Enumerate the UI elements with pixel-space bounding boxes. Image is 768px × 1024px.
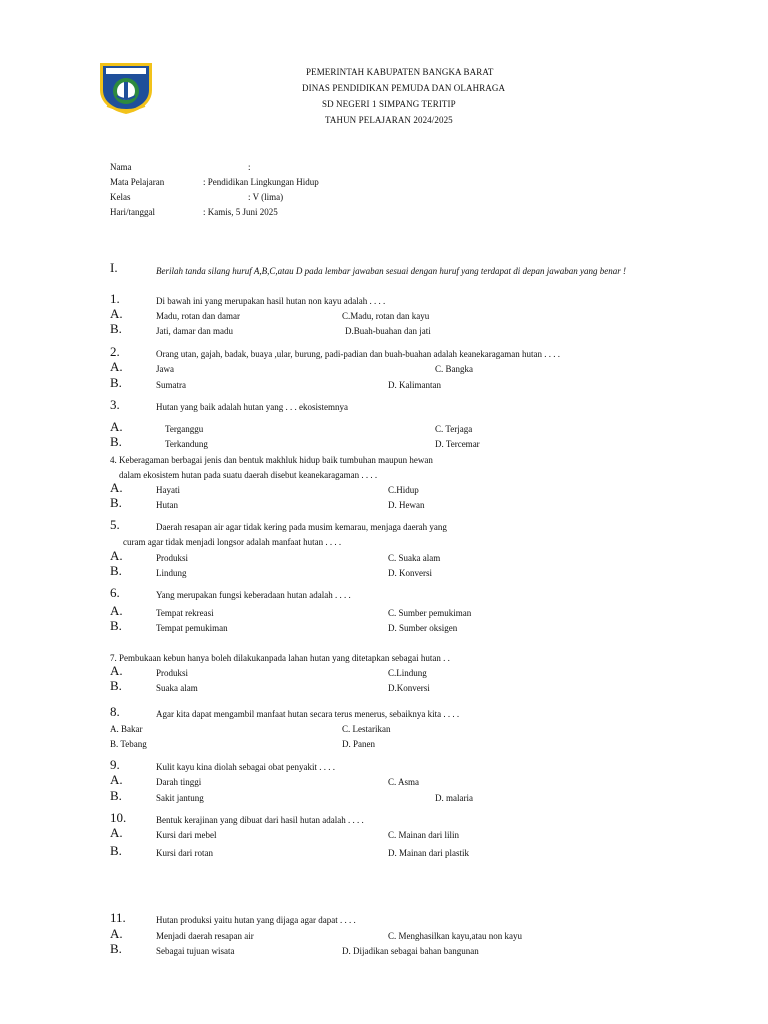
q1-a-letter: A.	[110, 306, 123, 321]
q6-number: 6.	[110, 585, 120, 600]
regency-emblem-logo	[97, 60, 155, 115]
q9-text: Kulit kayu kina diolah sebagai obat penyakit . . . .	[156, 762, 335, 772]
q11-b-letter: B.	[110, 941, 122, 956]
q7-a-letter: A.	[110, 663, 123, 678]
q8-option-c: C. Lestarikan	[342, 724, 391, 734]
q3-option-b: Terkandung	[165, 439, 208, 449]
q4-option-a: Hayati	[156, 485, 180, 495]
q1-text: Di bawah ini yang merupakan hasil hutan non kayu adalah . . . .	[156, 296, 386, 306]
kelas-label: Kelas	[110, 192, 131, 202]
q10-number: 10.	[110, 810, 127, 825]
q3-text: Hutan yang baik adalah hutan yang . . . ekosistemnya	[156, 402, 348, 412]
q11-option-c: C. Menghasilkan kayu,atau non kayu	[388, 931, 522, 941]
q1-option-d: D.Buah-buahan dan jati	[345, 326, 431, 336]
q6-option-d: D. Sumber oksigen	[388, 623, 458, 633]
q11-option-a: Menjadi daerah resapan air	[156, 931, 254, 941]
q11-option-b: Sebagai tujuan wisata	[156, 946, 235, 956]
header-line-school: SD NEGERI 1 SIMPANG TERITIP	[322, 99, 456, 109]
q8-number: 8.	[110, 704, 120, 719]
q3-option-d: D. Tercemar	[435, 439, 480, 449]
q9-a-letter: A.	[110, 772, 123, 787]
q11-a-letter: A.	[110, 926, 123, 941]
q6-a-letter: A.	[110, 603, 123, 618]
q4-option-b: Hutan	[156, 500, 178, 510]
q9-option-c: C. Asma	[388, 777, 420, 787]
hari-value: : Kamis, 5 Juni 2025	[203, 207, 278, 217]
q2-option-b: Sumatra	[156, 380, 186, 390]
q9-b-letter: B.	[110, 788, 122, 803]
q5-number: 5.	[110, 517, 120, 532]
q10-option-d: D. Mainan dari plastik	[388, 848, 469, 858]
section-roman: I.	[110, 260, 118, 275]
q7-option-c: C.Lindung	[388, 668, 427, 678]
q5-option-c: C. Suaka alam	[388, 553, 441, 563]
q7-option-a: Produksi	[156, 668, 189, 678]
q8-option-d: D. Panen	[342, 739, 375, 749]
q1-b-letter: B.	[110, 321, 122, 336]
q3-option-c: C. Terjaga	[435, 424, 473, 434]
q6-b-letter: B.	[110, 618, 122, 633]
q1-option-c: C.Madu, rotan dan kayu	[342, 311, 430, 321]
q10-option-b: Kursi dari rotan	[156, 848, 213, 858]
q11-text: Hutan produksi yaitu hutan yang dijaga agar dapat . . . .	[156, 915, 356, 925]
q9-option-a: Darah tinggi	[156, 777, 202, 787]
q8-option-a: A. Bakar	[110, 724, 143, 734]
q10-option-a: Kursi dari mebel	[156, 830, 217, 840]
q11-number: 11.	[110, 910, 126, 925]
q7-option-b: Suaka alam	[156, 683, 198, 693]
section-instruction: Berilah tanda silang huruf A,B,C,atau D pada lembar jawaban sesuai dengan huruf yang terdapat di depan jawaban yang benar !	[156, 266, 626, 276]
q4-text-line1: 4. Keberagaman berbagai jenis dan bentuk makhluk hidup baik tumbuhan maupun hewan	[110, 455, 433, 465]
mapel-label: Mata Pelajaran	[110, 177, 165, 187]
q9-number: 9.	[110, 757, 120, 772]
kelas-value: : V (lima)	[248, 192, 284, 202]
header-line-government: PEMERINTAH KABUPATEN BANGKA BARAT	[306, 67, 494, 77]
q10-b-letter: B.	[110, 843, 122, 858]
q3-b-letter: B.	[110, 434, 122, 449]
q4-a-letter: A.	[110, 480, 123, 495]
q10-text: Bentuk kerajinan yang dibuat dari hasil hutan adalah . . . .	[156, 815, 364, 825]
q8-option-b: B. Tebang	[110, 739, 147, 749]
q8-text: Agar kita dapat mengambil manfaat hutan secara terus menerus, sebaiknya kita . . . .	[156, 709, 460, 719]
mapel-value: : Pendidikan Lingkungan Hidup	[203, 177, 319, 187]
q6-text: Yang merupakan fungsi keberadaan hutan adalah . . . .	[156, 590, 351, 600]
q2-b-letter: B.	[110, 375, 122, 390]
q3-number: 3.	[110, 397, 120, 412]
q10-option-c: C. Mainan dari lilin	[388, 830, 459, 840]
q2-text: Orang utan, gajah, badak, buaya ,ular, burung, padi-padian dan buah-buahan adalah keanekaragaman hutan . . . .	[156, 349, 560, 359]
q4-text-line2: dalam ekosistem hutan pada suatu daerah disebut keanekaragaman . . . .	[119, 470, 378, 480]
q5-option-b: Lindung	[156, 568, 187, 578]
q3-a-letter: A.	[110, 419, 123, 434]
q5-text-line2: curam agar tidak menjadi longsor adalah manfaat hutan . . . .	[123, 537, 342, 547]
q7-option-d: D.Konversi	[388, 683, 430, 693]
q4-option-c: C.Hidup	[388, 485, 419, 495]
q6-option-a: Tempat rekreasi	[156, 608, 214, 618]
q6-option-b: Tempat pemukiman	[156, 623, 228, 633]
nama-label: Nama	[110, 162, 132, 172]
q10-a-letter: A.	[110, 825, 123, 840]
q9-option-b: Sakit jantung	[156, 793, 204, 803]
q7-text: 7. Pembukaan kebun hanya boleh dilakukanpada lahan hutan yang ditetapkan sebagai hutan . .	[110, 653, 450, 663]
q5-option-a: Produksi	[156, 553, 189, 563]
q2-a-letter: A.	[110, 359, 123, 374]
header-line-year: TAHUN PELAJARAN 2024/2025	[325, 115, 453, 125]
q2-option-a: Jawa	[156, 364, 174, 374]
q1-option-a: Madu, rotan dan damar	[156, 311, 240, 321]
header-line-department: DINAS PENDIDIKAN PEMUDA DAN OLAHRAGA	[302, 83, 506, 93]
q7-b-letter: B.	[110, 678, 122, 693]
q5-option-d: D. Konversi	[388, 568, 432, 578]
hari-label: Hari/tanggal	[110, 207, 155, 217]
q3-option-a: Terganggu	[165, 424, 204, 434]
q4-b-letter: B.	[110, 495, 122, 510]
q6-option-c: C. Sumber pemukiman	[388, 608, 472, 618]
q1-option-b: Jati, damar dan madu	[156, 326, 233, 336]
q9-option-d: D. malaria	[435, 793, 473, 803]
q1-number: 1.	[110, 291, 120, 306]
q2-option-c: C. Bangka	[435, 364, 473, 374]
nama-colon: :	[248, 162, 251, 172]
q11-option-d: D. Dijadikan sebagai bahan bangunan	[342, 946, 479, 956]
q5-b-letter: B.	[110, 563, 122, 578]
q4-option-d: D. Hewan	[388, 500, 425, 510]
q5-text-line1: Daerah resapan air agar tidak kering pada musim kemarau, menjaga daerah yang	[156, 522, 447, 532]
q5-a-letter: A.	[110, 548, 123, 563]
q2-number: 2.	[110, 344, 120, 359]
q2-option-d: D. Kalimantan	[388, 380, 441, 390]
